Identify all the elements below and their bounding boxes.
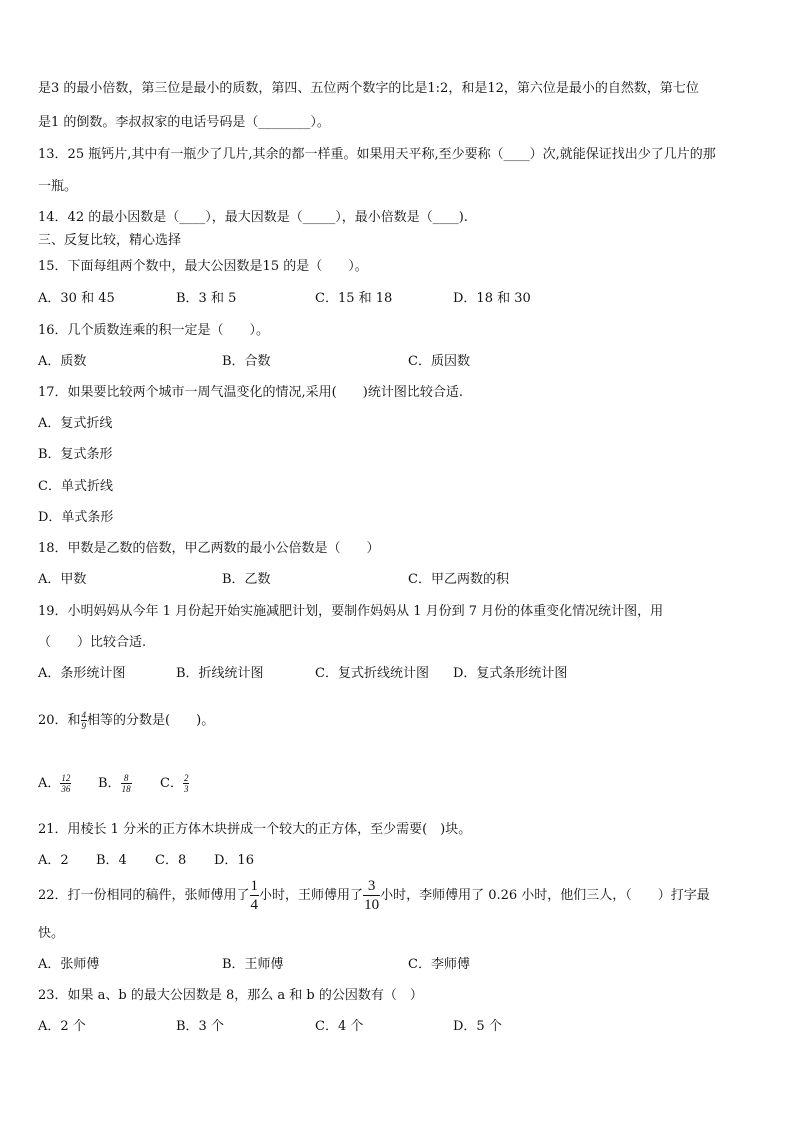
q16-option-c[interactable]: C．质因数 (408, 354, 470, 369)
q13-line2: 一瓶。 (38, 179, 78, 194)
q22-fraction-2 (363, 877, 380, 914)
q15-option-d[interactable]: D．18 和 30 (453, 291, 531, 306)
q20-options (38, 772, 760, 796)
q21-option-d[interactable]: D．16 (214, 853, 254, 868)
q23-options (38, 1018, 760, 1036)
q19-line1: 19．小明妈妈从今年 1 月份起开始实施减肥计划，要制作妈妈从 1 月份到 7 月份的体重变化情况统计图，用 (38, 604, 664, 619)
q13-line1: 13．25 瓶钙片,其中有一瓶少了几片,其余的都一样重。如果用天平称,至少要称（____）次,就能保证找出少了几片的那 (38, 147, 716, 162)
q19-line2: （ ）比较合适. (38, 635, 147, 650)
q18-options (38, 571, 760, 589)
q18-option-c[interactable]: C．甲乙两数的积 (408, 572, 509, 587)
section-3-title: 三、反复比较，精心选择 (38, 233, 182, 248)
q22-fraction-1-numerator: 1 (250, 878, 259, 894)
q22-option-c[interactable]: C．李师傅 (408, 957, 470, 972)
q19-option-c[interactable]: C．复式折线统计图 (315, 666, 429, 681)
q15-option-c[interactable]: C．15 和 18 (315, 291, 393, 306)
q21-options (38, 852, 760, 870)
q20-fraction-denominator: 9 (81, 721, 87, 731)
q12-continuation-line2: 是1 的倒数。李叔叔家的电话号码是（________）。 (38, 115, 330, 130)
q22-fraction-2-numerator: 3 (363, 877, 380, 896)
q22-line2: 快。 (38, 926, 65, 941)
q21-option-b[interactable]: B．4 (96, 853, 127, 868)
q22-part3: 小时，李师傅用了 0.26 小时，他们三人，（ ）打字最 (380, 888, 710, 903)
q19-option-d[interactable]: D．复式条形统计图 (453, 666, 568, 681)
q20-option-c-fraction (183, 773, 190, 794)
q18-option-a[interactable]: A．甲数 (38, 572, 87, 587)
q20-prefix: 20．和 (38, 713, 81, 728)
q12-continuation-line1: 是3 的最小倍数，第三位是最小的质数，第四、五位两个数字的比是1:2，和是12，第六位是最小的自然数，第七位 (38, 81, 699, 96)
q21-stem: 21．用棱长 1 分米的正方体木块拼成一个较大的正方体，至少需要( )块。 (38, 822, 472, 837)
q15-options (38, 290, 760, 308)
q20-option-c-label: C． (160, 776, 183, 791)
q17-stem: 17．如果要比较两个城市一周气温变化的情况,采用( )统计图比较合适. (38, 385, 463, 400)
q19-option-a[interactable]: A．条形统计图 (38, 666, 126, 681)
q16-stem: 16．几个质数连乘的积一定是（ ）。 (38, 323, 270, 338)
q20-option-b-label: B． (98, 776, 121, 791)
q20-option-b[interactable] (98, 772, 132, 796)
q20-option-b-fraction (121, 773, 132, 794)
q22-option-b[interactable]: B．王师傅 (222, 957, 284, 972)
q22-option-a[interactable]: A．张师傅 (38, 957, 100, 972)
q16-option-a[interactable]: A．质数 (38, 354, 87, 369)
q20-fraction-numerator: 4 (81, 710, 87, 720)
q20-suffix: 相等的分数是( )。 (87, 713, 215, 728)
q20-option-c-denominator: 3 (183, 784, 189, 794)
q20-option-b-denominator: 18 (121, 784, 131, 794)
q18-stem: 18．甲数是乙数的倍数，甲乙两数的最小公倍数是（ ） (38, 541, 380, 556)
q22-part2: 小时，王师傅用了 (259, 888, 364, 903)
q17-option-a[interactable]: A．复式折线 (38, 416, 113, 431)
q18-option-b[interactable]: B．乙数 (222, 572, 271, 587)
q19-option-b[interactable]: B．折线统计图 (176, 666, 264, 681)
q22-options (38, 956, 760, 974)
q20-option-c-numerator: 2 (183, 773, 189, 783)
q20-option-a-fraction (60, 773, 71, 794)
q22-part1: 22．打一份相同的稿件，张师傅用了 (38, 888, 250, 903)
q23-option-d[interactable]: D．5 个 (453, 1019, 502, 1034)
q23-option-c[interactable]: C．4 个 (315, 1019, 364, 1034)
q22-fraction-2-denominator: 10 (364, 897, 380, 913)
q20-option-a-denominator: 36 (61, 784, 71, 794)
q23-option-b[interactable]: B．3 个 (176, 1019, 224, 1034)
q22-fraction-1-denominator: 4 (250, 897, 259, 913)
q20-option-c[interactable] (160, 772, 189, 796)
q23-stem: 23．如果 a、b 的最大公因数是 8，那么 a 和 b 的公因数有（ ） (38, 988, 423, 1003)
q20-option-a[interactable] (38, 772, 71, 796)
q21-option-c[interactable]: C．8 (155, 853, 187, 868)
q17-option-d[interactable]: D．单式条形 (38, 510, 114, 525)
q17-option-c[interactable]: C．单式折线 (38, 479, 113, 494)
q20-stem (38, 709, 760, 733)
q19-options (38, 665, 760, 683)
q22-stem (38, 876, 760, 916)
q20-option-a-numerator: 12 (61, 773, 71, 783)
q16-options (38, 353, 760, 371)
q14-text: 14．42 的最小因数是（____），最大因数是（_____），最小倍数是（____). (38, 210, 468, 225)
q17-option-b[interactable]: B．复式条形 (38, 447, 113, 462)
q20-option-a-label: A． (38, 776, 61, 791)
q15-option-b[interactable]: B．3 和 5 (176, 291, 237, 306)
q15-option-a[interactable]: A．30 和 45 (38, 291, 115, 306)
q15-stem: 15．下面每组两个数中，最大公因数是15 的是（ ）。 (38, 259, 368, 274)
q20-option-b-numerator: 8 (121, 773, 132, 784)
q21-option-a[interactable]: A．2 (38, 853, 69, 868)
q16-option-b[interactable]: B．合数 (222, 354, 271, 369)
q22-fraction-1 (250, 877, 260, 914)
q23-option-a[interactable]: A．2 个 (38, 1019, 86, 1034)
